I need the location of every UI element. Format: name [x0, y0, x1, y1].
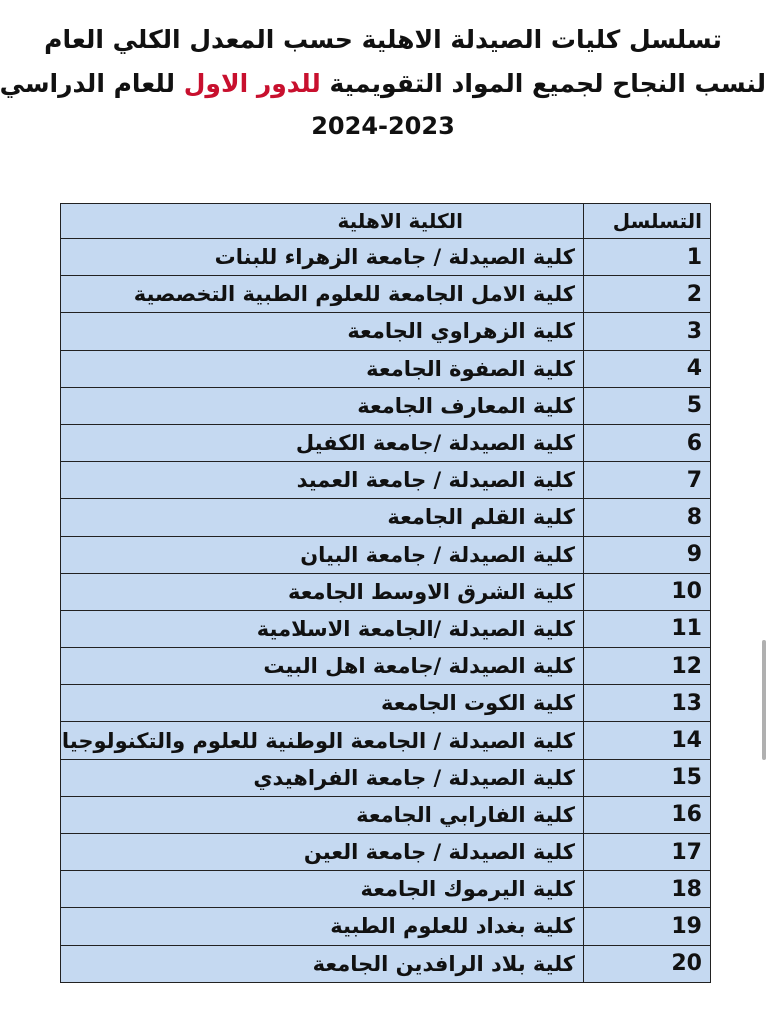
college-name: كلية الفارابي الجامعة: [61, 796, 584, 833]
title-highlight: للدور الاول: [183, 69, 321, 98]
row-number: 6: [584, 424, 711, 461]
table-row: [61, 462, 711, 499]
college-name: كلية بغداد للعلوم الطبية: [61, 908, 584, 945]
table-row: [61, 834, 711, 871]
college-name: كلية الامل الجامعة للعلوم الطبية التخصصية: [61, 276, 584, 313]
header-number: التسلسل: [584, 204, 711, 239]
table-row: [61, 573, 711, 610]
table-row: [61, 276, 711, 313]
table-header-row: [61, 204, 711, 239]
table-row: [61, 945, 711, 982]
row-number: 8: [584, 499, 711, 536]
table-row: [61, 871, 711, 908]
table-row: [61, 499, 711, 536]
row-number: 20: [584, 945, 711, 982]
college-name: كلية الشرق الاوسط الجامعة: [61, 573, 584, 610]
table-body: [61, 204, 711, 983]
table-row: [61, 313, 711, 350]
college-name: كلية الصفوة الجامعة: [61, 350, 584, 387]
college-name: كلية الصيدلة / الجامعة الوطنية للعلوم والتكنولوجيا: [61, 722, 584, 759]
table-row: [61, 722, 711, 759]
title-line-2-end: للعام الدراسي: [0, 69, 184, 98]
row-number: 4: [584, 350, 711, 387]
college-name: كلية الصيدلة /جامعة اهل البيت: [61, 648, 584, 685]
row-number: 3: [584, 313, 711, 350]
college-name: كلية الكوت الجامعة: [61, 685, 584, 722]
row-number: 17: [584, 834, 711, 871]
table-row: [61, 387, 711, 424]
row-number: 11: [584, 610, 711, 647]
row-number: 7: [584, 462, 711, 499]
row-number: 18: [584, 871, 711, 908]
scrollbar-thumb[interactable]: [762, 640, 766, 760]
row-number: 13: [584, 685, 711, 722]
college-name: كلية اليرموك الجامعة: [61, 871, 584, 908]
table-row: [61, 648, 711, 685]
title-line-2: [0, 62, 766, 106]
college-name: كلية الصيدلة / جامعة العين: [61, 834, 584, 871]
table-row: [61, 536, 711, 573]
table-row: [61, 908, 711, 945]
table-row: [61, 759, 711, 796]
row-number: 19: [584, 908, 711, 945]
row-number: 15: [584, 759, 711, 796]
table-row: [61, 796, 711, 833]
title-line-1: تسلسل كليات الصيدلة الاهلية حسب المعدل الكلي العام: [44, 25, 722, 54]
row-number: 2: [584, 276, 711, 313]
row-number: 1: [584, 239, 711, 276]
college-name: كلية الصيدلة / جامعة البيان: [61, 536, 584, 573]
row-number: 5: [584, 387, 711, 424]
table-row: [61, 239, 711, 276]
table-row: [61, 685, 711, 722]
college-name: كلية الصيدلة / جامعة العميد: [61, 462, 584, 499]
table-row: [61, 350, 711, 387]
college-name: كلية الزهراوي الجامعة: [61, 313, 584, 350]
table-row: [61, 424, 711, 461]
header-college-name: الكلية الاهلية: [61, 204, 584, 239]
college-name: كلية الصيدلة /الجامعة الاسلامية: [61, 610, 584, 647]
colleges-ranking-table: [60, 203, 711, 983]
row-number: 9: [584, 536, 711, 573]
row-number: 14: [584, 722, 711, 759]
document-title: [0, 18, 766, 146]
row-number: 10: [584, 573, 711, 610]
college-name: كلية المعارف الجامعة: [61, 387, 584, 424]
row-number: 12: [584, 648, 711, 685]
college-name: كلية الصيدلة / جامعة الفراهيدي: [61, 759, 584, 796]
table-row: [61, 610, 711, 647]
colleges-table-container: [60, 203, 711, 1024]
title-line-2-start: لنسب النجاح لجميع المواد التقويمية: [320, 69, 766, 98]
row-number: 16: [584, 796, 711, 833]
college-name: كلية الصيدلة /جامعة الكفيل: [61, 424, 584, 461]
academic-year: 2024-2023: [311, 112, 455, 140]
college-name: كلية بلاد الرافدين الجامعة: [61, 945, 584, 982]
college-name: كلية القلم الجامعة: [61, 499, 584, 536]
college-name: كلية الصيدلة / جامعة الزهراء للبنات: [61, 239, 584, 276]
